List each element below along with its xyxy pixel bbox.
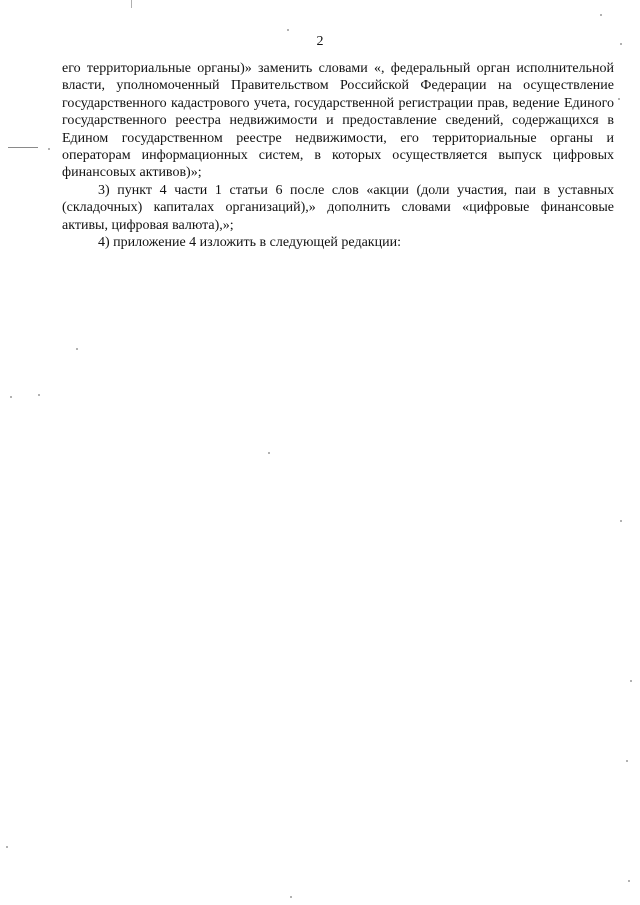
document-body: [62, 60, 614, 251]
paragraph-item-3: 3) пункт 4 части 1 статьи 6 после слов «акции (доли участия, паи в уставных (складочных) капиталах организаций),» дополнить словами «цифровые финансовые активы, цифровая валюта),»;: [62, 182, 614, 233]
scan-artifact-dot: [618, 98, 620, 100]
scan-artifact-dot: [76, 348, 78, 350]
scan-artifact-tick-top: [131, 0, 132, 8]
scan-artifact-dot: [290, 896, 292, 898]
scan-artifact-dot: [620, 43, 622, 45]
scan-artifact-dot: [626, 760, 628, 762]
scan-artifact-dot: [268, 452, 270, 454]
page-number: 2: [316, 34, 324, 49]
scan-artifact-dot: [48, 148, 50, 150]
scan-artifact-dot: [600, 14, 602, 16]
scan-artifact-dot: [6, 846, 8, 848]
scan-artifact-dot: [287, 29, 289, 31]
paragraph-item-4: 4) приложение 4 изложить в следующей редакции:: [98, 235, 401, 251]
scan-artifact-line-left: [8, 147, 38, 148]
scan-artifact-dot: [620, 520, 622, 522]
paragraph-continuation: его территориальные органы)» заменить словами «, федеральный орган исполнительной власти, уполномоченный Правительством Российской Федерации на осуществление государственного кадастрового учета, государственной регистрации прав, ведение Единого государственного реестра недвижимости и предоставление сведений, содержащихся в Едином государственном реестре недвижимости, его территориальные органы и операторам информационных систем, в которых осуществляется выпуск цифровых финансовых активов)»;: [62, 61, 614, 181]
scan-artifact-dot: [10, 396, 12, 398]
scan-artifact-dot: [630, 680, 632, 682]
scan-artifact-dot: [38, 394, 40, 396]
scan-artifact-dot: [628, 880, 630, 882]
